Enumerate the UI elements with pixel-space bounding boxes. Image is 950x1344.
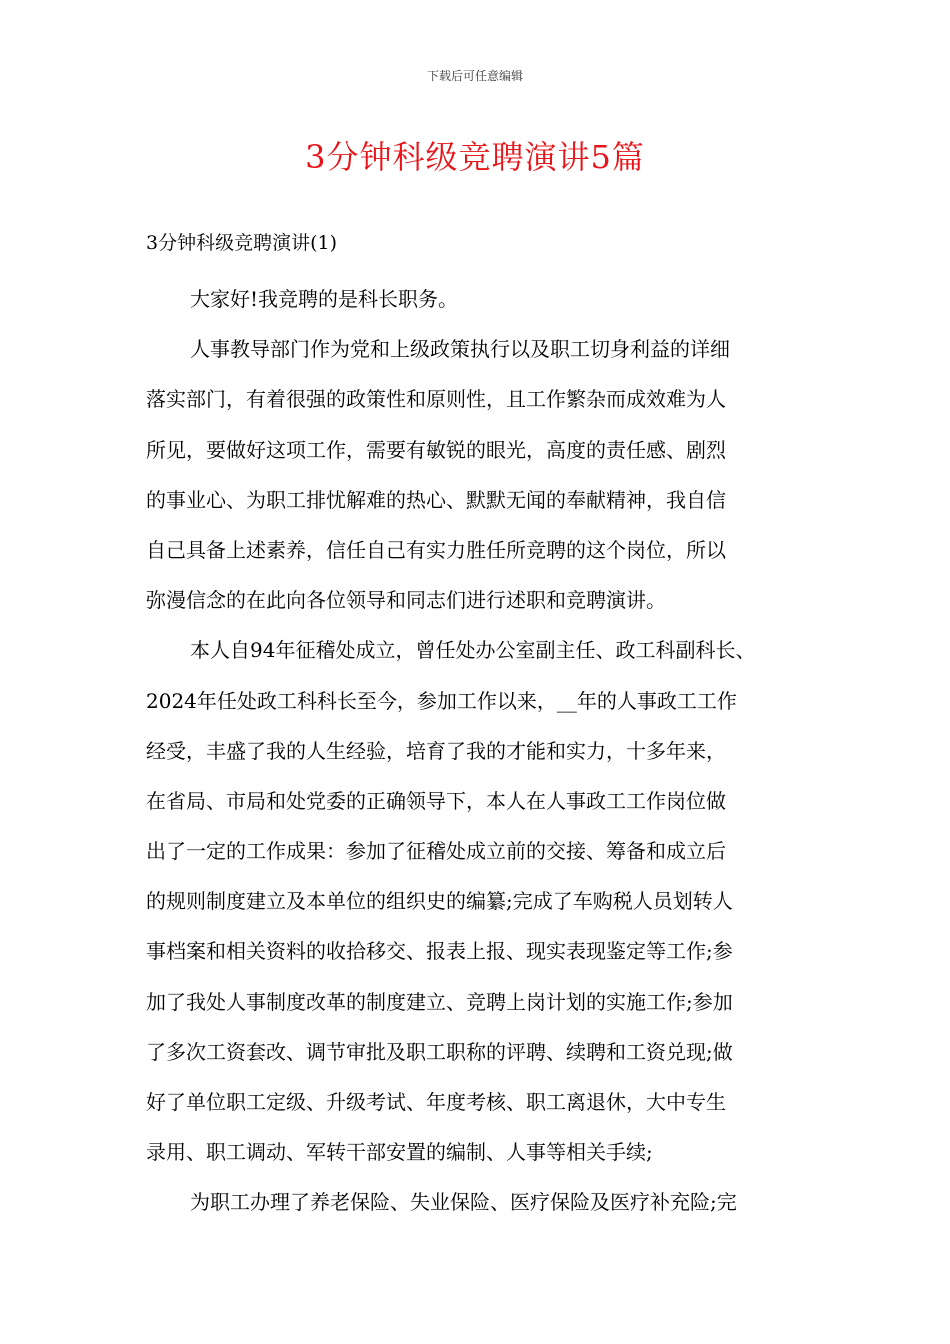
text-line: 弥漫信念的在此向各位领导和同志们进行述职和竞聘演讲。: [146, 588, 666, 613]
text-line: 自己具备上述素养，信任自己有实力胜任所竞聘的这个岗位，所以: [146, 537, 726, 562]
paragraph-insurance: [146, 1177, 826, 1227]
text-line: 事档案和相关资料的收拾移交、报表上报、现实表现鉴定等工作;参: [146, 939, 733, 964]
text-line: 加了我处人事制度改革的制度建立、竞聘上岗计划的实施工作;参加: [146, 989, 733, 1014]
document-body: [146, 224, 826, 1228]
text-line: 大家好!我竞聘的是科长职务。: [190, 287, 459, 311]
section-heading: 3分钟科级竞聘演讲(1): [146, 232, 338, 254]
text-line: 本人自94年征稽处成立，曾任处办公室副主任、政工科副科长、: [190, 638, 756, 663]
text-line: 录用、职工调动、军转干部安置的编制、人事等相关手续;: [146, 1140, 653, 1165]
text-line: 所见，要做好这项工作，需要有敏锐的眼光，高度的责任感、剧烈: [146, 437, 726, 462]
paragraph-greeting: [146, 274, 826, 324]
text-line: 出了一定的工作成果：参加了征稽处成立前的交接、筹备和成立后: [146, 839, 726, 864]
text-line: 经受，丰盛了我的人生经验，培育了我的才能和实力，十多年来，: [146, 738, 726, 763]
text-line: 2024年任处政工科科长至今，参加工作以来，__年的人事政工工作: [146, 688, 737, 713]
text-line: 人事教导部门作为党和上级政策执行以及职工切身利益的详细: [190, 337, 730, 362]
text-line: 为职工办理了养老保险、失业保险、医疗保险及医疗补充险;完: [190, 1190, 737, 1215]
text-line: 了多次工资套改、调节审批及职工职称的评聘、续聘和工资兑现;做: [146, 1039, 733, 1064]
paragraph-role-intro: [146, 324, 826, 625]
header-note: 下载后可任意编辑: [426, 69, 523, 83]
document-title: 3分钟科级竞聘演讲5篇: [305, 138, 645, 176]
text-line: 落实部门，有着很强的政策性和原则性，且工作繁杂而成效难为人: [146, 387, 726, 412]
text-line: 的规则制度建立及本单位的组织史的编纂;完成了车购税人员划转人: [146, 889, 733, 914]
text-line: 在省局、市局和处党委的正确领导下，本人在人事政工工作岗位做: [146, 788, 726, 813]
text-line: 好了单位职工定级、升级考试、年度考核、职工离退休，大中专生: [146, 1090, 726, 1114]
text-line: 的事业心、为职工排忧解难的热心、默默无闻的奉献精神，我自信: [146, 487, 726, 512]
paragraph-experience: [146, 625, 826, 1177]
